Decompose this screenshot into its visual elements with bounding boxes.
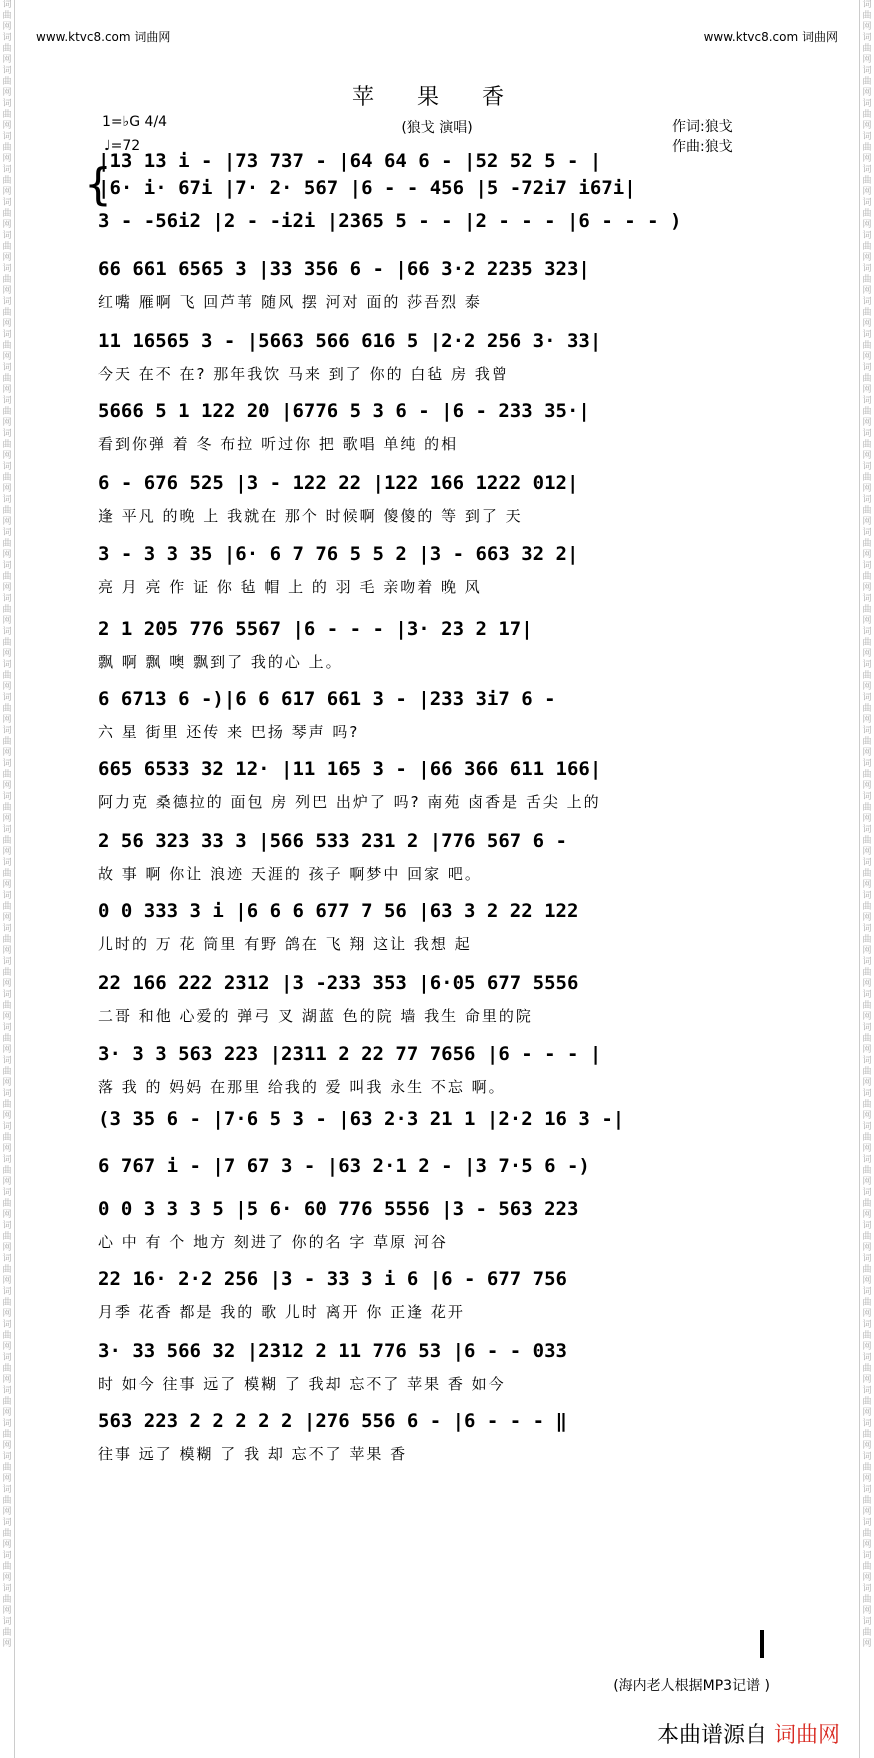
notation-line: 6 767 i - |7 67 3 - |63 2·1 2 - |3 7·5 6 -) xyxy=(98,1155,590,1177)
notation-line: 665 6533 32 12· |11 165 3 - |66 366 611 166| xyxy=(98,758,602,780)
notation-line: 6 - 676 525 |3 - 122 22 |122 166 1222 012| xyxy=(98,472,579,494)
notation-line: 563 223 2 2 2 2 2 |276 556 6 - |6 - - - ‖ xyxy=(98,1410,567,1432)
notation-line: 66 661 6565 3 |33 356 6 - |66 3·2 2235 323| xyxy=(98,258,590,280)
notation-line: 3 - 3 3 35 |6· 6 7 76 5 5 2 |3 - 663 32 2| xyxy=(98,543,579,565)
right-margin-rule xyxy=(859,0,860,1758)
notation-line: 5666 5 1 122 20 |6776 5 3 6 - |6 - 233 35·| xyxy=(98,400,590,422)
notation-line: 3· 3 3 563 223 |2311 2 22 77 7656 |6 - - - | xyxy=(98,1043,602,1065)
lyric-line: 往事 远了 模糊 了 我 却 忘不了 苹果 香 xyxy=(98,1445,408,1463)
notation-line: 11 16565 3 - |5663 566 616 5 |2·2 256 3· 33| xyxy=(98,330,602,352)
source-footer xyxy=(657,1718,840,1749)
lyric-line: 心 中 有 个 地方 刻进了 你的名 字 草原 河谷 xyxy=(98,1233,448,1251)
notation-line: 3· 33 566 32 |2312 2 11 776 53 |6 - - 033 xyxy=(98,1340,567,1362)
composer-credit: 作曲:狼戈 xyxy=(672,139,733,155)
system-brace: { xyxy=(84,159,112,210)
lyric-line: 逢 平凡 的晚 上 我就在 那个 时候啊 傻傻的 等 到了 天 xyxy=(98,507,523,525)
lyric-line: 时 如今 往事 远了 模糊 了 我却 忘不了 苹果 香 如今 xyxy=(98,1375,506,1393)
lyric-line: 今天 在不 在? 那年我饮 马来 到了 你的 白毡 房 我曾 xyxy=(98,365,509,383)
notation-line: 22 16· 2·2 256 |3 - 33 3 i 6 |6 - 677 756 xyxy=(98,1268,567,1290)
footer-prefix: 本曲谱源自 xyxy=(656,1723,767,1748)
notation-line: 2 56 323 33 3 |566 533 231 2 |776 567 6 - xyxy=(98,830,567,852)
notation-line: 0 0 333 3 i |6 6 6 677 7 56 |63 3 2 22 122 xyxy=(98,900,579,922)
notation-line: 22 166 222 2312 |3 -233 353 |6·05 677 5556 xyxy=(98,972,579,994)
song-title: 苹 果 香 xyxy=(352,85,522,110)
notation-line: |13 13 i - |73 737 - |64 64 6 - |52 52 5 - | xyxy=(98,150,602,172)
lyric-line: 月季 花香 都是 我的 歌 儿时 离开 你 正逢 花开 xyxy=(98,1303,465,1321)
lyric-line: 落 我 的 妈妈 在那里 给我的 爱 叫我 永生 不忘 啊。 xyxy=(98,1078,506,1096)
tempo-marking: ♩=72 xyxy=(104,138,141,154)
side-watermark-right: 词曲网词曲网词曲网词曲网词曲网词曲网词曲网词曲网词曲网词曲网词曲网词曲网词曲网词曲网词曲网词曲网词曲网词曲网词曲网词曲网词曲网词曲网词曲网词曲网词曲网词曲网词曲网词曲网词曲网词曲网词曲网词曲网词曲网词曲网词曲网词曲网词曲网词曲网词曲网词曲网词曲网词曲网词曲网词曲网词曲网词曲网词曲网词曲网词曲网词曲网 xyxy=(862,0,872,1649)
notation-line: 6 6713 6 -)|6 6 617 661 3 - |233 3i7 6 - xyxy=(98,688,556,710)
lyricist-credit: 作词:狼戈 xyxy=(672,119,733,135)
header-watermark-left: www.ktvc8.com 词曲网 xyxy=(36,30,171,44)
notation-line: (3 35 6 - |7·6 5 3 - |63 2·3 21 1 |2·2 16 3 -| xyxy=(98,1108,625,1130)
side-watermark-left: 词曲网词曲网词曲网词曲网词曲网词曲网词曲网词曲网词曲网词曲网词曲网词曲网词曲网词曲网词曲网词曲网词曲网词曲网词曲网词曲网词曲网词曲网词曲网词曲网词曲网词曲网词曲网词曲网词曲网词曲网词曲网词曲网词曲网词曲网词曲网词曲网词曲网词曲网词曲网词曲网词曲网词曲网词曲网词曲网词曲网词曲网词曲网词曲网词曲网词曲网 xyxy=(2,0,12,1649)
lyric-line: 亮 月 亮 作 证 你 毡 帽 上 的 羽 毛 亲吻着 晚 风 xyxy=(98,578,482,596)
singer-credit: (狼戈 演唱) xyxy=(401,120,473,136)
lyric-line: 红嘴 雁啊 飞 回芦苇 随风 摆 河对 面的 莎吾烈 泰 xyxy=(98,293,482,311)
left-margin-rule xyxy=(14,0,15,1758)
lyric-line: 六 星 街里 还传 来 巴扬 琴声 吗? xyxy=(98,723,360,741)
header-watermark-right: www.ktvc8.com 词曲网 xyxy=(703,30,838,44)
lyric-line: 看到你弹 着 冬 布拉 听过你 把 歌唱 单纯 的相 xyxy=(98,435,459,453)
lyric-line: 阿力克 桑德拉的 面包 房 列巴 出炉了 吗? 南苑 卤香是 舌尖 上的 xyxy=(98,793,601,811)
notation-line: 3 - -56i2 |2 - -i2i |2365 5 - - |2 - - - |6 - - - ) xyxy=(98,210,682,232)
transcriber-note: (海内老人根据MP3记谱 ) xyxy=(613,1678,770,1694)
final-barline xyxy=(760,1630,764,1658)
key-signature: 1=♭G 4/4 xyxy=(102,114,168,130)
lyric-line: 故 事 啊 你让 浪迹 天涯的 孩子 啊梦中 回家 吧。 xyxy=(98,865,482,883)
notation-line: 2 1 205 776 5567 |6 - - - |3· 23 2 17| xyxy=(98,618,533,640)
notation-line: |6· i· 67i |7· 2· 567 |6 - - 456 |5 -72i7 i67i| xyxy=(98,177,636,199)
lyric-line: 儿时的 万 花 筒里 有野 鸽在 飞 翔 这让 我想 起 xyxy=(98,935,472,953)
footer-site-link[interactable]: 词曲网 xyxy=(773,1723,840,1748)
lyric-line: 飘 啊 飘 噢 飘到了 我的心 上。 xyxy=(98,653,343,671)
notation-line: 0 0 3 3 3 5 |5 6· 60 776 5556 |3 - 563 223 xyxy=(98,1198,579,1220)
lyric-line: 二哥 和他 心爱的 弹弓 叉 湖蓝 色的院 墙 我生 命里的院 xyxy=(98,1007,533,1025)
